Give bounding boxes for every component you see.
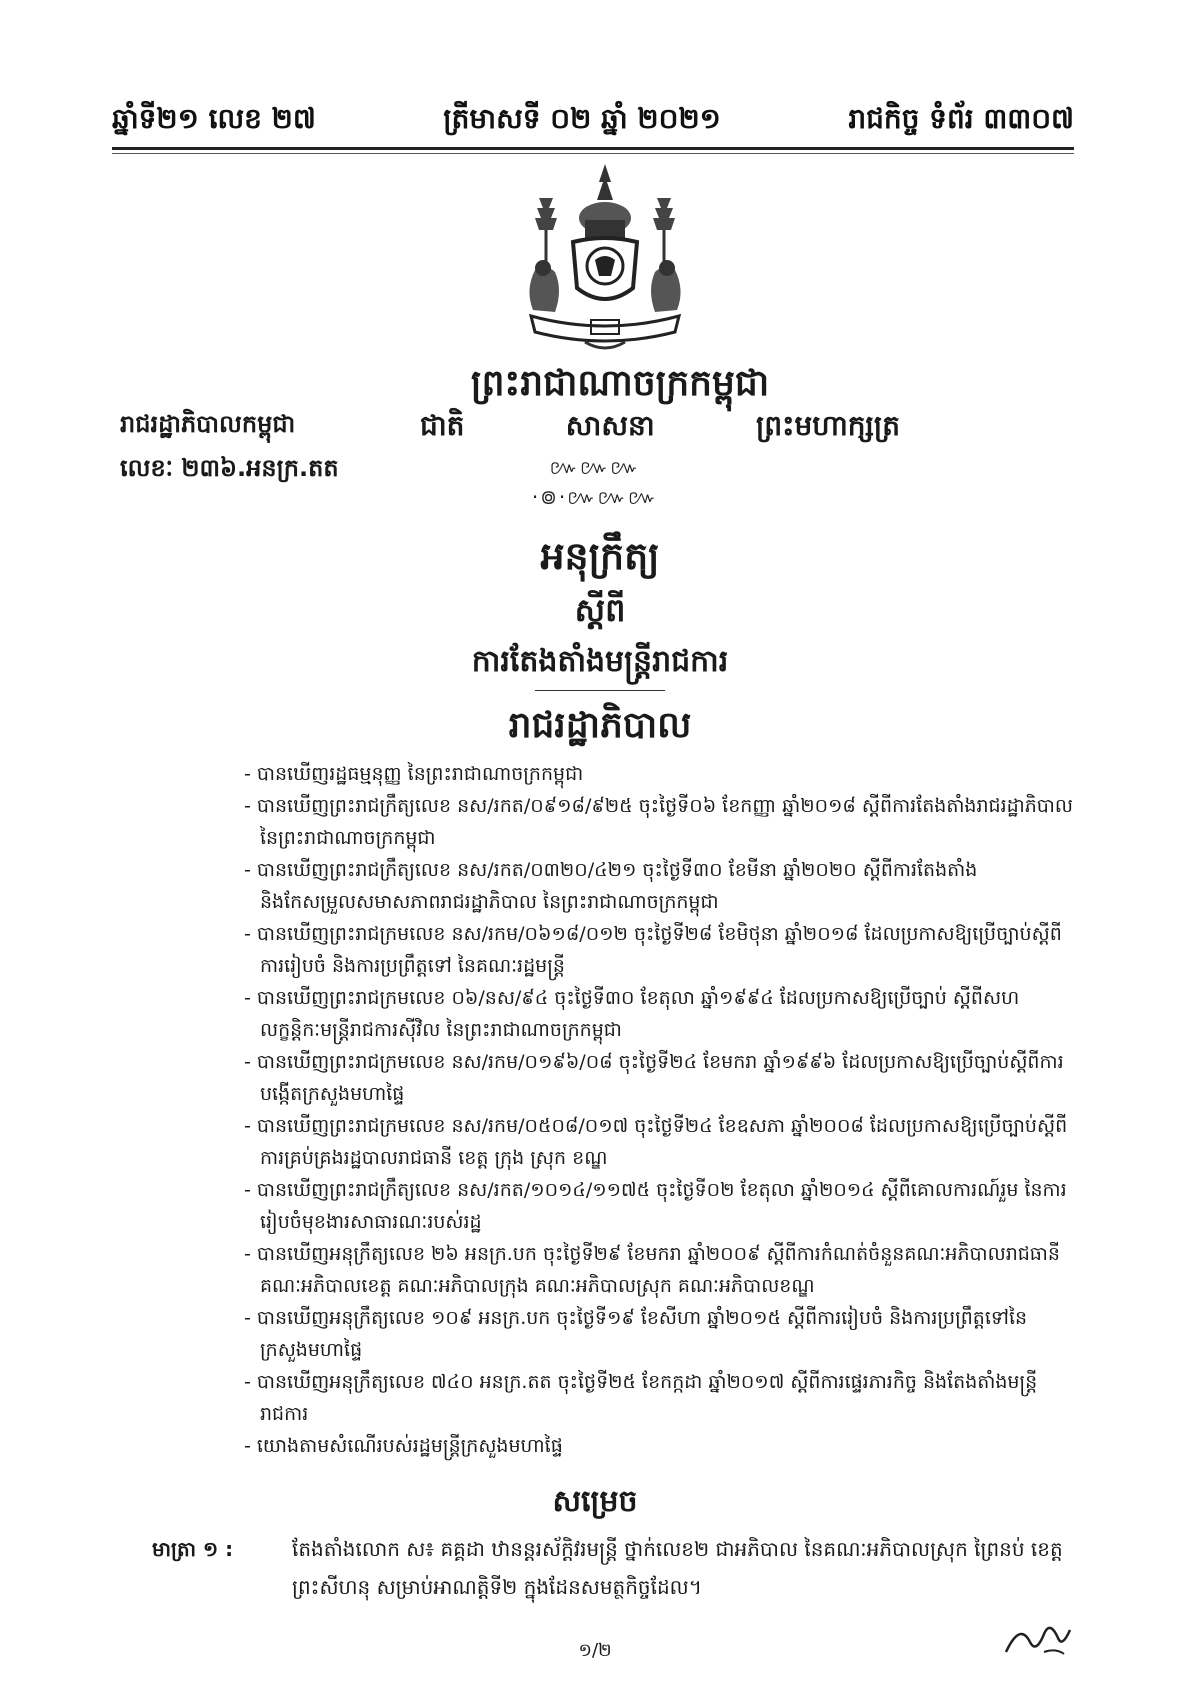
- article-text: តែងតាំងលោក ស៖ គគ្គដា ឋានន្តរស័ក្តិវរមន្ត្រី ថ្នាក់លេខ២ ជាអភិបាល នៃគណៈអភិបាលស្រុក ព្រៃនប់ ខេត្តព្រះសីហនុ សម្រាប់អាណត្តិទី២ ក្នុងដែនសមត្ថកិច្ចដែល។: [292, 1537, 1063, 1599]
- page-number: ១/២: [578, 1640, 612, 1661]
- recital-item: - បានឃើញអនុក្រឹត្យលេខ ១០៩ អនក្រ.បក ចុះថ្ងៃទី១៩ ខែសីហា ឆ្នាំ២០១៥ ស្តីពីការរៀបចំ និងការប្រព្រឹត្តទៅនៃក្រសួងមហាផ្ទៃ: [244, 1307, 1028, 1361]
- recital-item: - បានឃើញអនុក្រឹត្យលេខ ២៦ អនក្រ.បក ចុះថ្ងៃទី២៩ ខែមករា ឆ្នាំ២០០៩ ស្តីពីការកំណត់ចំនួនគណៈអភិបាលរាជធានី គណៈអភិបាលខេត្ត គណៈអភិបាលក្រុង គណៈអភិបាលស្រុក គណៈអភិបាលខណ្ឌ: [244, 1243, 1060, 1297]
- document-title: អនុក្រឹត្យ: [540, 533, 660, 578]
- recitals-list: [244, 758, 1074, 1462]
- motto-king: ព្រះមហាក្សត្រ: [756, 409, 900, 442]
- decision-heading: សម្រេច: [552, 1484, 638, 1519]
- recital-item: - បានឃើញព្រះរាជក្រឹត្យលេខ នស/រកត/០៩១៨/៩២៥ ចុះថ្ងៃទី០៦ ខែកញ្ញា ឆ្នាំ២០១៨ ស្តីពីការតែងតាំងរាជរដ្ឋាភិបាល នៃព្រះរាជាណាចក្រកម្ពុជា: [244, 795, 1073, 849]
- gazette-header: [112, 96, 1074, 146]
- recital-item: - បានឃើញព្រះរាជក្រមលេខ នស/រកម/០៦១៨/០១២ ចុះថ្ងៃទី២៨ ខែមិថុនា ឆ្នាំ២០១៨ ដែលប្រកាសឱ្យប្រើច្បាប់ស្តីពីការរៀបចំ និងការប្រព្រឹត្តទៅ នៃគណៈរដ្ឋមន្ត្រី: [244, 923, 1062, 977]
- document-issuer: រាជរដ្ឋាភិបាល: [508, 704, 692, 746]
- national-motto: [420, 408, 900, 449]
- recital-item: - បានឃើញរដ្ឋធម្មនុញ្ញ នៃព្រះរាជាណាចក្រកម្ពុជា: [244, 763, 584, 785]
- motto-nation: ជាតិ: [420, 409, 465, 442]
- recital-item: - បានឃើញព្រះរាជក្រឹត្យលេខ នស/រកត/០៣២០/៤២១ ចុះថ្ងៃទី៣០ ខែមីនា ឆ្នាំ២០២០ ស្តីពីការតែងតាំង និងកែសម្រួលសមាសភាពរាជរដ្ឋាភិបាល នៃព្រះរាជាណាចក្រកម្ពុជា: [244, 859, 978, 913]
- handwritten-initial-icon: [1000, 1612, 1076, 1658]
- header-page: រាជកិច្ច ទំព័រ ៣៣០៧: [848, 101, 1074, 135]
- government-name: រាជរដ្ឋាភិបាលកម្ពុជា: [120, 410, 296, 438]
- recital-item: - យោងតាមសំណើរបស់រដ្ឋមន្ត្រីក្រសួងមហាផ្ទៃ: [244, 1435, 563, 1457]
- recital-item: - បានឃើញព្រះរាជក្រមលេខ ០៦/នស/៩៤ ចុះថ្ងៃទី៣០ ខែតុលា ឆ្នាំ១៩៩៤ ដែលប្រកាសឱ្យប្រើច្បាប់ ស្តីពីសហលក្ខន្តិកៈមន្ត្រីរាជការស៊ីវិល នៃព្រះរាជាណាចក្រកម្ពុជា: [244, 987, 1020, 1041]
- issuing-authority-block: [120, 402, 440, 490]
- motto-ornament: ៚៚៚·៙·៚៚៚: [531, 455, 659, 509]
- royal-coat-of-arms-icon: [515, 160, 695, 355]
- header-issue: ឆ្នាំទី២១ លេខ ២៧: [112, 101, 316, 135]
- kingdom-name: ព្រះរាជាណាចក្រកម្ពុជា: [470, 362, 770, 404]
- header-rule: [112, 147, 1074, 150]
- document-topic: ការតែងតាំងមន្ត្រីរាជការ: [471, 644, 729, 679]
- header-rule-thin: [112, 153, 1074, 154]
- recital-item: - បានឃើញព្រះរាជក្រឹត្យលេខ នស/រកត/១០១៤/១១៧៥ ចុះថ្ងៃទី០២ ខែតុលា ឆ្នាំ២០១៤ ស្តីពីគោលការណ៍រួម នៃការរៀបចំមុខងារសាធារណៈរបស់រដ្ឋ: [244, 1179, 1067, 1233]
- recital-item: - បានឃើញព្រះរាជក្រមលេខ នស/រកម/០១៩៦/០៨ ចុះថ្ងៃទី២៤ ខែមករា ឆ្នាំ១៩៩៦ ដែលប្រកាសឱ្យប្រើច្បាប់ស្តីពីការបង្កើតក្រសួងមហាផ្ទៃ: [244, 1051, 1064, 1105]
- topic-divider: [535, 690, 665, 691]
- recital-item: - បានឃើញព្រះរាជក្រមលេខ នស/រកម/០៥០៨/០១៧ ចុះថ្ងៃទី២៤ ខែឧសភា ឆ្នាំ២០០៨ ដែលប្រកាសឱ្យប្រើច្បាប់ស្តីពីការគ្រប់គ្រងរដ្ឋបាលរាជធានី ខេត្ត ក្រុង ស្រុក ខណ្ឌ: [244, 1115, 1068, 1169]
- article-label: មាត្រា ១ :: [152, 1537, 234, 1561]
- document-number: លេខៈ ២៣៦.អនក្រ.តត: [120, 454, 339, 482]
- article-1: [152, 1530, 1074, 1606]
- document-subtitle: ស្តីពី: [574, 591, 626, 629]
- header-quarter: ត្រីមាសទី ០២ ឆ្នាំ ២០២១: [443, 101, 721, 135]
- motto-religion: សាសនា: [565, 409, 655, 442]
- recital-item: - បានឃើញអនុក្រឹត្យលេខ ៧៤០ អនក្រ.តត ចុះថ្ងៃទី២៥ ខែកក្កដា ឆ្នាំ២០១៧ ស្តីពីការផ្ទេរភារកិច្ច និងតែងតាំងមន្ត្រីរាជការ: [244, 1371, 1038, 1425]
